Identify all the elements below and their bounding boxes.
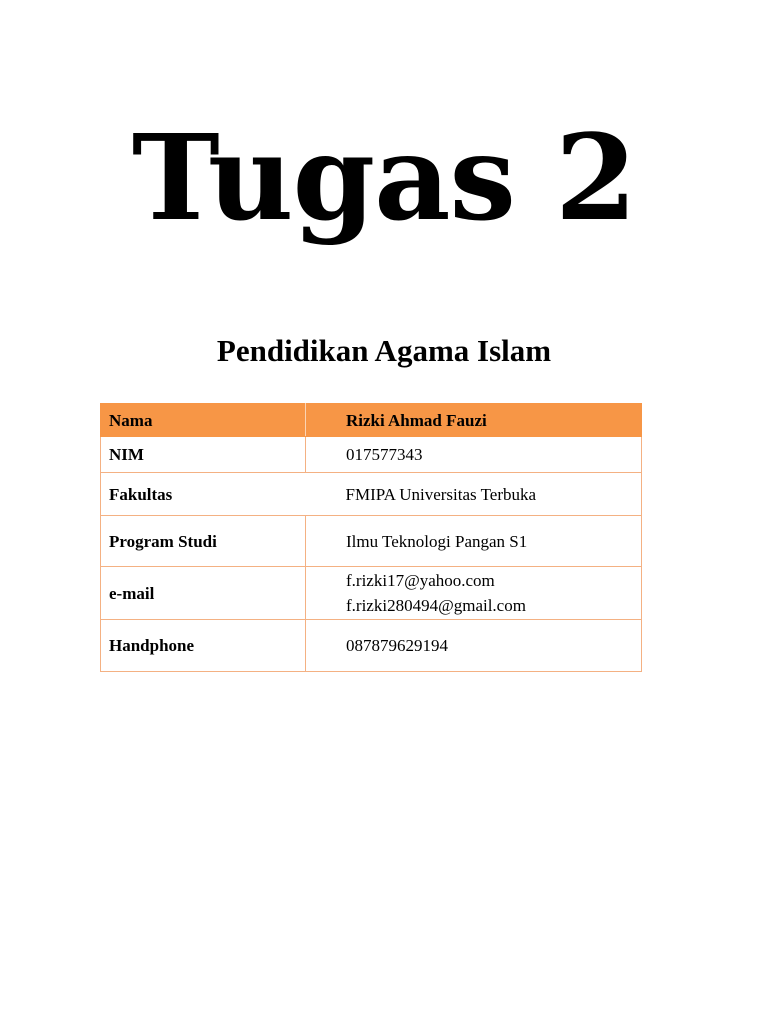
nim-value: 017577343: [306, 437, 642, 473]
handphone-label: Handphone: [101, 620, 306, 672]
table-row-email: [101, 567, 642, 620]
document-title: Tugas 2: [131, 108, 637, 247]
email-value: [306, 567, 642, 620]
name-label: Nama: [101, 404, 306, 437]
table-row-nim: [101, 437, 642, 473]
program-studi-value: Ilmu Teknologi Pangan S1: [306, 516, 642, 567]
table-header-row: [101, 404, 642, 437]
email-label: e-mail: [101, 567, 306, 620]
fakultas-label: Fakultas: [101, 473, 306, 516]
table-row-program-studi: [101, 516, 642, 567]
table-row-fakultas: [101, 473, 642, 516]
nim-label: NIM: [101, 437, 306, 473]
fakultas-value: FMIPA Universitas Terbuka: [306, 473, 642, 516]
handphone-value: 087879629194: [306, 620, 642, 672]
name-value: Rizki Ahmad Fauzi: [306, 404, 642, 437]
email-gmail[interactable]: f.rizki280494@gmail.com: [346, 596, 526, 615]
email-yahoo[interactable]: f.rizki17@yahoo.com: [346, 571, 495, 590]
student-info-table: [100, 403, 642, 672]
program-studi-label: Program Studi: [101, 516, 306, 567]
table-row-handphone: [101, 620, 642, 672]
document-subtitle: Pendidikan Agama Islam: [216, 333, 552, 368]
